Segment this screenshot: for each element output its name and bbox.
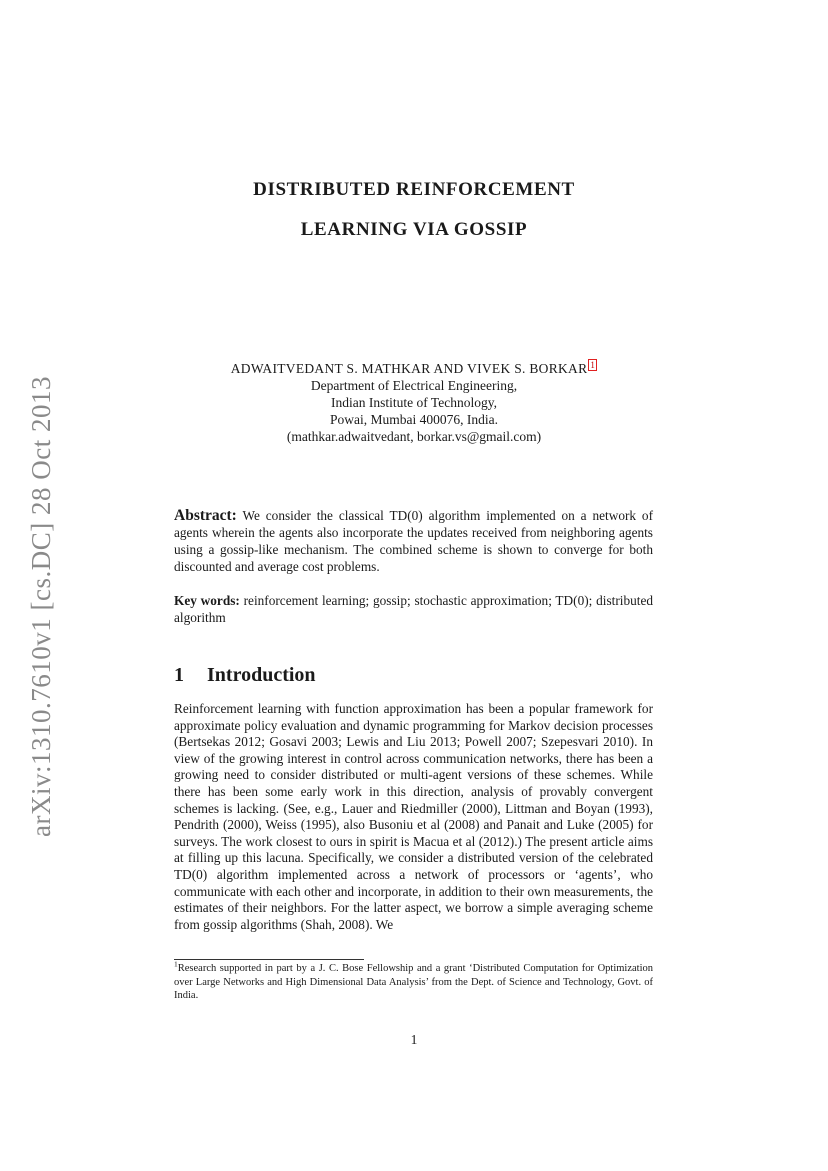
abstract-label: Abstract: — [174, 507, 237, 524]
footnote-link[interactable]: 1 — [590, 359, 596, 370]
footnote-mark: 1 — [174, 959, 178, 969]
footnote-text: Research supported in part by a J. C. Bose Fellowship and a grant ‘Distributed Computation for Optimization over Large Networks and High Dimensional Data Analysis’ from the Dept. of Science and Technology, Govt. of India. — [174, 963, 653, 1001]
title-line-2: LEARNING VIA GOSSIP — [300, 219, 528, 240]
section-title: Introduction — [207, 664, 316, 686]
section-heading — [174, 664, 316, 687]
abstract — [174, 507, 653, 575]
author-emails: (mathkar.adwaitvedant, borkar.vs@gmail.com) — [286, 429, 542, 444]
paper-title — [0, 170, 828, 250]
author-names: ADWAITVEDANT S. MATHKAR AND VIVEK S. BORKAR — [230, 361, 588, 376]
title-line-1: DISTRIBUTED REINFORCEMENT — [253, 179, 575, 200]
affiliation-department: Department of Electrical Engineering, — [310, 378, 518, 393]
footnote — [174, 959, 653, 1003]
introduction-paragraph: Reinforcement learning with function approximation has been a popular framework for approximate policy evaluation and dynamic programming for Markov decision processes (Bertsekas 2012; Gosavi 2003; Lewis and Liu 2013; Powell 2007; Szepesvari 2010). In view of the growing interest in control across communication networks, there has been a growing need to consider distributed or multi-agent versions of these schemes. While there has been some early work in this direction, analysis of provably convergent schemes is lacking. (See, e.g., Lauer and Riedmiller (2000), Littman and Boyan (1993), Pendrith (2000), Weiss (1995), also Busoniu et al (2008) and Panait and Luke (2005) for surveys. The work closest to ours in spirit is Macua et al (2012).) The present article aims at filling up this lacuna. Specifically, we consider a distributed version of the celebrated TD(0) algorithm implemented across a network of processors or ‘agents’, who communicate with each other and incorporate, in addition to their own measurements, the estimates of their neighbors. For the latter aspect, we borrow a simple averaging scheme from gossip algorithms (Shah, 2008). We — [174, 701, 653, 932]
page-number: 1 — [410, 1032, 418, 1047]
author-block — [0, 360, 828, 445]
affiliation-institute: Indian Institute of Technology, — [331, 395, 497, 410]
abstract-text: We consider the classical TD(0) algorithm implemented on a network of agents wherein the agents also incorporate the updates received from neighboring agents using a gossip-like mechanism. The combined scheme is shown to converge for both discounted and average cost problems. — [174, 508, 653, 574]
author-names-line — [0, 360, 828, 377]
keywords-text: reinforcement learning; gossip; stochastic approximation; TD(0); distributed algorithm — [174, 593, 653, 625]
keywords — [174, 592, 653, 626]
arxiv-identifier-text: arXiv:1310.7610v1 [cs.DC] 28 Oct 2013 — [25, 375, 56, 837]
keywords-label: Key words: — [174, 593, 240, 608]
section-number: 1 — [174, 664, 184, 686]
footnote-divider — [174, 959, 364, 960]
affiliation-address: Powai, Mumbai 400076, India. — [330, 412, 498, 427]
